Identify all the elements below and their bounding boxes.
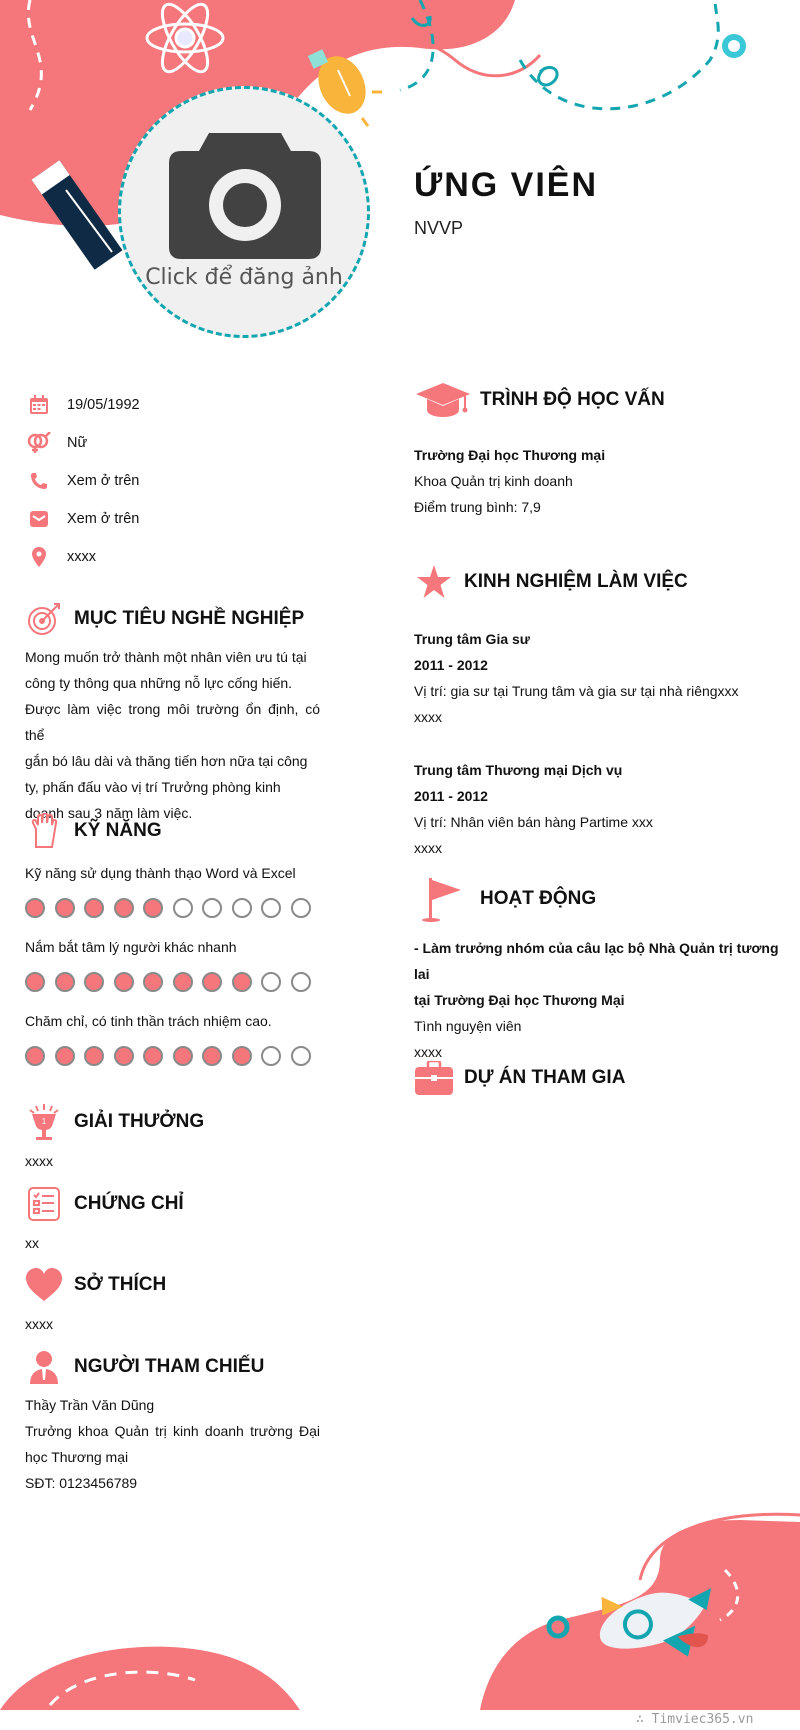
education-faculty: Khoa Quản trị kinh doanh — [414, 473, 573, 489]
rating-dot-empty[interactable] — [291, 898, 311, 918]
reference-role: Trưởng khoa Quản trị kinh doanh trường Đại — [25, 1423, 320, 1439]
heart-icon — [22, 1263, 66, 1307]
photo-caption[interactable]: Click để đăng ảnh — [145, 265, 343, 290]
job-company: Trung tâm Thương mại Dịch vụ — [414, 762, 623, 778]
objective-line: công ty thông qua những nỗ lực cống hiến. — [25, 675, 293, 691]
flag-icon — [414, 877, 472, 921]
references-title[interactable]: NGƯỜI THAM CHIẾU — [74, 1356, 265, 1377]
contact-row-birthday[interactable] — [26, 386, 326, 424]
rating-dot-filled[interactable] — [173, 972, 193, 992]
skills-title[interactable]: KỸ NĂNG — [74, 820, 162, 841]
job-period: 2011 - 2012 — [414, 788, 488, 804]
skill-rating[interactable] — [25, 898, 320, 918]
job-role: Vị trí: Nhân viên bán hàng Partime xxx — [414, 814, 653, 830]
certificates-heading — [22, 1182, 184, 1226]
rating-dot-empty[interactable] — [291, 972, 311, 992]
rating-dot-filled[interactable] — [143, 1046, 163, 1066]
objective-heading — [22, 597, 304, 641]
experience-job[interactable] — [414, 626, 739, 730]
rating-dot-filled[interactable] — [143, 972, 163, 992]
candidate-position[interactable]: NVVP — [414, 218, 464, 238]
experience-job[interactable] — [414, 757, 653, 861]
reference-name: Thầy Trần Văn Dũng — [25, 1397, 155, 1413]
rating-dot-filled[interactable] — [55, 972, 75, 992]
skill-label[interactable]: Kỹ năng sử dụng thành thạo Word và Excel — [25, 865, 296, 881]
rating-dot-filled[interactable] — [202, 972, 222, 992]
rating-dot-filled[interactable] — [202, 1046, 222, 1066]
gender-text: Nữ — [67, 435, 88, 451]
rating-dot-filled[interactable] — [114, 972, 134, 992]
rating-dot-empty[interactable] — [173, 898, 193, 918]
star-icon — [412, 560, 456, 604]
rating-dot-filled[interactable] — [84, 972, 104, 992]
activity-line: - Làm trưởng nhóm của câu lạc bộ Nhà Quản trị tương lai — [414, 940, 779, 982]
job-note: xxxx — [414, 709, 442, 725]
rating-dot-filled[interactable] — [84, 1046, 104, 1066]
rating-dot-filled[interactable] — [25, 898, 45, 918]
hobbies-text[interactable]: xxxx — [25, 1316, 53, 1332]
rating-dot-empty[interactable] — [261, 898, 281, 918]
activities-details[interactable] — [414, 935, 784, 1065]
hobbies-heading — [22, 1263, 166, 1307]
awards-title[interactable]: GIẢI THƯỞNG — [74, 1111, 205, 1132]
objective-line: gắn bó lâu dài và thăng tiến hơn nữa tại công — [25, 753, 308, 769]
skill-label[interactable]: Chăm chỉ, có tinh thần trách nhiệm cao. — [25, 1013, 272, 1029]
skill-rating[interactable] — [25, 972, 320, 992]
experience-heading — [412, 560, 688, 604]
contact-row-address[interactable] — [26, 538, 326, 576]
contact-info — [26, 386, 326, 576]
certificates-text[interactable]: xx — [25, 1235, 39, 1251]
rating-dot-filled[interactable] — [25, 1046, 45, 1066]
references-text[interactable] — [25, 1392, 320, 1496]
target-icon — [22, 597, 66, 641]
rating-dot-filled[interactable] — [232, 1046, 252, 1066]
candidate-name[interactable]: ỨNG VIÊN — [414, 166, 599, 204]
objective-line: doanh sau 3 năm làm việc. — [25, 805, 193, 821]
references-heading — [22, 1345, 264, 1389]
camera-icon — [169, 127, 321, 259]
rating-dot-filled[interactable] — [173, 1046, 193, 1066]
skill-label[interactable]: Nắm bắt tâm lý người khác nhanh — [25, 939, 237, 955]
certificates-title[interactable]: CHỨNG CHỈ — [74, 1193, 184, 1214]
trophy-icon — [22, 1100, 66, 1144]
rating-dot-empty[interactable] — [291, 1046, 311, 1066]
contact-row-gender[interactable] — [26, 424, 326, 462]
education-details[interactable] — [414, 442, 605, 520]
top-decoration — [0, 0, 800, 330]
address-text: xxxx — [67, 549, 96, 565]
rating-dot-empty[interactable] — [232, 898, 252, 918]
education-heading — [414, 378, 665, 422]
svg-text:1: 1 — [41, 1117, 47, 1126]
email-text: Xem ở trên — [67, 511, 140, 527]
education-gpa: Điểm trung bình: 7,9 — [414, 499, 541, 515]
objective-line: Mong muốn trở thành một nhân viên ưu tú tại — [25, 649, 307, 665]
graduation-cap-icon — [414, 378, 472, 422]
location-pin-icon — [26, 544, 52, 570]
checklist-icon — [22, 1182, 66, 1226]
reference-phone: SĐT: 0123456789 — [25, 1475, 138, 1491]
gender-icon — [26, 430, 52, 456]
reference-role: học Thương mại — [25, 1449, 129, 1465]
contact-row-email[interactable] — [26, 500, 326, 538]
activity-role: Tình nguyện viên — [414, 1018, 522, 1034]
person-icon — [22, 1345, 66, 1389]
calendar-icon — [26, 392, 52, 418]
activities-heading — [414, 877, 596, 921]
rating-dot-filled[interactable] — [55, 898, 75, 918]
bottom-decoration — [0, 1500, 800, 1730]
briefcase-icon — [412, 1056, 456, 1100]
experience-title[interactable]: KINH NGHIỆM LÀM VIỆC — [464, 571, 688, 592]
rating-dot-empty[interactable] — [261, 1046, 281, 1066]
rating-dot-filled[interactable] — [25, 972, 45, 992]
projects-heading — [412, 1056, 625, 1100]
contact-row-phone[interactable] — [26, 462, 326, 500]
rating-dot-filled[interactable] — [84, 898, 104, 918]
objective-title[interactable]: MỤC TIÊU NGHỀ NGHIỆP — [74, 608, 305, 629]
job-note: xxxx — [414, 840, 442, 856]
rating-dot-filled[interactable] — [232, 972, 252, 992]
birthday-text: 19/05/1992 — [67, 397, 140, 413]
phone-icon — [26, 468, 52, 494]
skills-heading — [22, 809, 162, 853]
awards-heading — [22, 1100, 204, 1144]
job-period: 2011 - 2012 — [414, 657, 488, 673]
objective-line: ty, phấn đấu vào vị trí Trưởng phòng kinh — [25, 779, 281, 795]
email-icon — [26, 506, 52, 532]
activities-title[interactable]: HOẠT ĐỘNG — [480, 888, 597, 909]
rating-dot-filled[interactable] — [114, 898, 134, 918]
activity-line: tại Trường Đại học Thương Mại — [414, 992, 625, 1008]
rating-dot-empty[interactable] — [202, 898, 222, 918]
hobbies-title[interactable]: SỞ THÍCH — [74, 1274, 167, 1295]
job-company: Trung tâm Gia sư — [414, 631, 530, 647]
awards-text[interactable]: xxxx — [25, 1153, 53, 1169]
projects-title[interactable]: DỰ ÁN THAM GIA — [464, 1067, 626, 1088]
phone-text: Xem ở trên — [67, 473, 140, 489]
skill-rating[interactable] — [25, 1046, 320, 1066]
objective-line: Được làm việc trong môi trường ổn định, có thể — [25, 701, 320, 743]
watermark: ∴ Timviec365.vn — [636, 1712, 754, 1727]
rating-dot-filled[interactable] — [55, 1046, 75, 1066]
rating-dot-filled[interactable] — [114, 1046, 134, 1066]
objective-text[interactable] — [25, 644, 320, 826]
rating-dot-empty[interactable] — [261, 972, 281, 992]
education-school: Trường Đại học Thương mại — [414, 447, 606, 463]
activity-note: xxxx — [414, 1044, 442, 1060]
job-role: Vị trí: gia sư tại Trung tâm và gia sư tại nhà riêngxxx — [414, 683, 739, 699]
photo-upload-area[interactable] — [118, 86, 370, 338]
education-title[interactable]: TRÌNH ĐỘ HỌC VẤN — [480, 389, 665, 410]
rating-dot-filled[interactable] — [143, 898, 163, 918]
hand-icon — [22, 809, 66, 853]
